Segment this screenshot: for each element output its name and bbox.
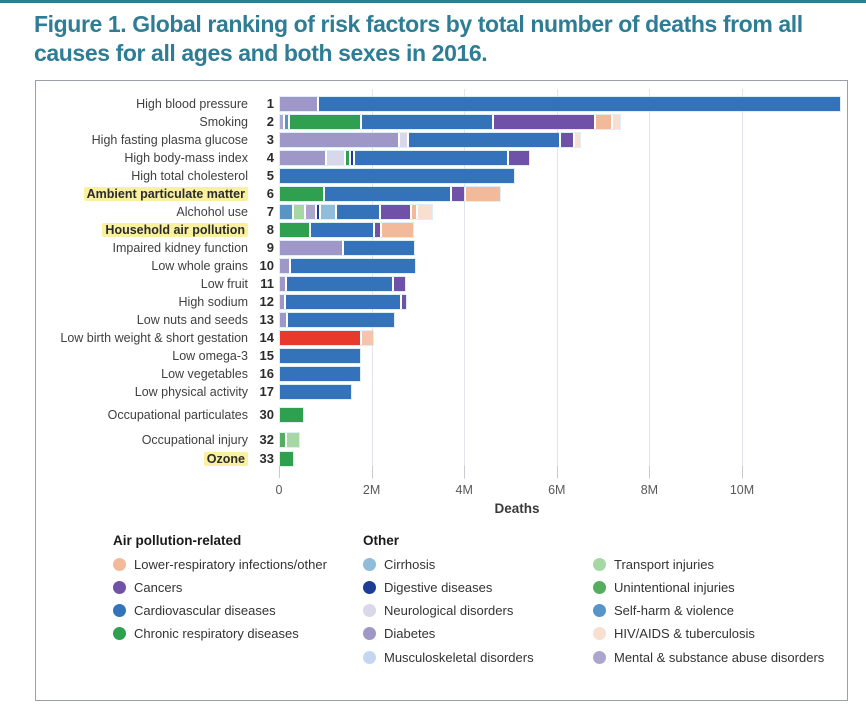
bar-segment-cresp <box>280 452 293 466</box>
risk-bar <box>280 367 360 381</box>
risk-row <box>36 432 845 449</box>
risk-rank: 33 <box>259 451 274 466</box>
bar-segment-cresp <box>280 187 323 201</box>
bar-segment-transport <box>287 433 299 447</box>
risk-label-text: High blood pressure <box>136 97 248 111</box>
bar-segment-hivtb <box>575 133 580 147</box>
risk-label-text: Low birth weight & short gestation <box>60 331 248 345</box>
risk-bar <box>280 97 840 111</box>
risk-label <box>40 240 248 256</box>
bar-segment-diabetes <box>280 277 285 291</box>
risk-rank: 16 <box>259 366 274 381</box>
x-tick <box>279 466 280 478</box>
risk-row <box>36 366 845 383</box>
legend-item-hivtb <box>593 625 755 643</box>
risk-rank: 10 <box>259 258 274 273</box>
risk-label-highlighted: Household air pollution <box>102 223 248 237</box>
risk-bar <box>280 259 415 273</box>
bar-segment-cancers <box>509 151 529 165</box>
risk-row <box>36 276 845 293</box>
risk-label-text: Low whole grains <box>151 259 248 273</box>
risk-label <box>40 312 248 328</box>
risk-row <box>36 384 845 401</box>
legend-label: Unintentional injuries <box>614 579 735 595</box>
risk-rank: 15 <box>259 348 274 363</box>
risk-label-text: Occupational injury <box>141 433 248 447</box>
legend-item-cresp <box>113 625 299 643</box>
risk-bar <box>280 452 293 466</box>
bar-segment-cancers <box>381 205 410 219</box>
legend-label: Cardiovascular diseases <box>134 603 276 619</box>
x-tick-label: 2M <box>362 483 381 497</box>
risk-label-text: Smoking <box>199 115 248 129</box>
risk-bar <box>280 151 529 165</box>
legend-item-neuro <box>363 602 513 620</box>
bar-segment-cresp <box>280 408 303 422</box>
risk-label-text: High sodium <box>178 295 248 309</box>
musculo-legend-dot-icon <box>363 651 376 664</box>
bar-segment-cvd <box>344 241 414 255</box>
legend-label: Digestive diseases <box>384 579 493 595</box>
mental-legend-dot-icon <box>593 651 606 664</box>
legend-label: Neurological disorders <box>384 603 514 619</box>
legend-label: Cirrhosis <box>384 556 436 572</box>
risk-label-text: Low physical activity <box>134 385 248 399</box>
legend-item-transport <box>593 555 714 573</box>
risk-label <box>40 222 248 238</box>
risk-label <box>40 258 248 274</box>
risk-bar <box>280 187 500 201</box>
bar-segment-digestive <box>317 205 319 219</box>
risk-label-text: Low nuts and seeds <box>136 313 248 327</box>
risk-bar <box>280 313 394 327</box>
risk-rank: 9 <box>266 240 274 255</box>
bar-segment-diabetes <box>280 133 398 147</box>
legend-item-digestive <box>363 578 492 596</box>
legend-item-lri <box>113 555 327 573</box>
legend-label: HIV/AIDS & tuberculosis <box>614 626 755 642</box>
x-tick-label: 6M <box>548 483 566 497</box>
risk-label-text: Alchohol use <box>176 205 248 219</box>
bar-segment-cancers <box>394 277 405 291</box>
top-divider <box>0 0 866 3</box>
x-tick <box>372 466 373 478</box>
cancers-legend-dot-icon <box>113 581 126 594</box>
risk-rank: 14 <box>259 330 274 345</box>
risk-rank: 11 <box>260 276 274 291</box>
bar-segment-cancers <box>561 133 573 147</box>
risk-label-text: Low fruit <box>200 277 248 291</box>
bar-segment-cvd <box>286 295 400 309</box>
legend-header-air-pollution: Air pollution-related <box>113 533 242 548</box>
cresp-legend-dot-icon <box>113 627 126 640</box>
risk-bar <box>280 169 514 183</box>
bar-segment-cresp <box>280 223 309 237</box>
risk-label <box>40 186 248 202</box>
x-tick-label: 0 <box>275 483 283 497</box>
transport-legend-dot-icon <box>593 558 606 571</box>
risk-row <box>36 312 845 329</box>
risk-rank: 30 <box>259 407 274 422</box>
bar-segment-transport <box>294 205 304 219</box>
risk-bar <box>280 408 303 422</box>
legend-label: Chronic respiratory diseases <box>134 626 299 642</box>
legend-label: Diabetes <box>384 626 436 642</box>
x-tick <box>557 466 558 478</box>
risk-label-highlighted: Ambient particulate matter <box>84 187 248 201</box>
risk-row <box>36 204 845 221</box>
legend-item-musculo <box>363 648 534 666</box>
bar-segment-mental <box>306 205 315 219</box>
bar-segment-unintent <box>280 433 285 447</box>
bar-segment-cresp <box>290 115 360 129</box>
bar-segment-lri <box>412 205 416 219</box>
risk-label <box>40 150 248 166</box>
risk-rank: 1 <box>266 96 274 111</box>
bar-segment-diabetes <box>280 151 325 165</box>
bar-segment-cancers <box>452 187 464 201</box>
bar-segment-cirrhosis <box>321 205 335 219</box>
bar-segment-cvd <box>337 205 379 219</box>
bar-segment-diabetes <box>280 97 317 111</box>
bar-segment-lri <box>382 223 413 237</box>
unintent-legend-dot-icon <box>593 581 606 594</box>
risk-rank: 8 <box>266 222 274 237</box>
risk-row <box>36 114 845 131</box>
selfharm-legend-dot-icon <box>593 604 606 617</box>
risk-bar <box>280 385 351 399</box>
risk-row <box>36 96 845 113</box>
risk-bar <box>280 133 580 147</box>
bar-segment-cvd <box>280 349 360 363</box>
bar-segment-neuro <box>400 133 407 147</box>
bar-segment-cancers <box>402 295 406 309</box>
risk-rank: 3 <box>266 132 274 147</box>
risk-label <box>40 114 248 130</box>
legend-label: Self-harm & violence <box>614 603 734 619</box>
risk-bar <box>280 277 405 291</box>
bar-segment-cvd <box>288 313 394 327</box>
bar-segment-neuro <box>327 151 344 165</box>
bar-segment-lri <box>596 115 611 129</box>
bar-segment-cvd <box>409 133 559 147</box>
risk-rank: 13 <box>259 312 274 327</box>
risk-bar <box>280 295 406 309</box>
risk-bar <box>280 205 432 219</box>
figure-title: Figure 1. Global ranking of risk factors by total number of deaths from all causes for all ages and both sexes in 2016. <box>34 11 803 66</box>
risk-rank: 12 <box>259 294 274 309</box>
legend-label: Lower-respiratory infections/other <box>134 556 327 572</box>
lri-legend-dot-icon <box>113 558 126 571</box>
bar-segment-cancers <box>494 115 594 129</box>
legend-item-cirrhosis <box>363 555 435 573</box>
risk-row <box>36 330 845 347</box>
risk-bar <box>280 223 413 237</box>
legend-label: Transport injuries <box>614 556 714 572</box>
bar-segment-selfharm <box>285 115 288 129</box>
risk-label <box>40 432 248 448</box>
risk-rank: 4 <box>266 150 274 165</box>
risk-label-text: Occupational particulates <box>107 408 248 422</box>
bar-segment-mental <box>280 115 283 129</box>
risk-label <box>40 384 248 400</box>
bar-segment-cvd <box>280 169 514 183</box>
legend-item-cancers <box>113 578 182 596</box>
risk-label-text: Impaired kidney function <box>112 241 248 255</box>
bar-segment-hivtb <box>613 115 620 129</box>
bar-segment-cvd <box>325 187 450 201</box>
legend-label: Cancers <box>134 579 183 595</box>
bar-segment-digestive <box>351 151 353 165</box>
legend-header-other: Other <box>363 533 400 548</box>
risk-label-highlighted: Ozone <box>204 452 248 466</box>
legend-label: Musculoskeletal disorders <box>384 649 534 665</box>
risk-label-text: High body-mass index <box>124 151 248 165</box>
risk-bar <box>280 115 620 129</box>
risk-row <box>36 168 845 185</box>
risk-bar <box>280 433 299 447</box>
risk-label <box>40 294 248 310</box>
risk-row <box>36 348 845 365</box>
bar-segment-diabetes <box>280 259 289 273</box>
cirrhosis-legend-dot-icon <box>363 558 376 571</box>
x-tick-label: 10M <box>729 483 755 497</box>
bar-segment-cancers <box>375 223 380 237</box>
risk-bar <box>280 241 414 255</box>
diabetes-legend-dot-icon <box>363 627 376 640</box>
bar-segment-diabetes <box>280 241 342 255</box>
bar-segment-cvd <box>311 223 373 237</box>
x-tick <box>464 466 465 478</box>
bar-segment-neonatal <box>280 331 360 345</box>
bar-segment-cvd <box>280 385 351 399</box>
legend-item-diabetes <box>363 625 435 643</box>
x-tick <box>649 466 650 478</box>
risk-row <box>36 132 845 149</box>
risk-label <box>40 407 248 423</box>
risk-label <box>40 204 248 220</box>
x-tick-label: 4M <box>455 483 473 497</box>
bar-segment-lri_light <box>362 331 373 345</box>
risk-label <box>40 276 248 292</box>
risk-label <box>40 330 248 346</box>
bar-segment-cvd <box>362 115 492 129</box>
legend-item-unintent <box>593 578 735 596</box>
risk-label <box>40 366 248 382</box>
bar-segment-lri <box>466 187 500 201</box>
risk-row <box>36 150 845 167</box>
risk-rank: 2 <box>266 114 274 129</box>
bar-segment-selfharm <box>280 205 292 219</box>
risk-rank: 7 <box>266 204 274 219</box>
x-tick-label: 8M <box>640 483 659 497</box>
x-tick <box>742 466 743 478</box>
hivtb-legend-dot-icon <box>593 627 606 640</box>
bar-segment-hivtb <box>418 205 432 219</box>
risk-rank: 6 <box>266 186 274 201</box>
risk-row <box>36 294 845 311</box>
risk-label-text: High fasting plasma glucose <box>91 133 248 147</box>
risk-row <box>36 222 845 239</box>
risk-row <box>36 451 845 468</box>
bar-segment-cvd <box>291 259 415 273</box>
risk-label-text: Low omega-3 <box>172 349 248 363</box>
bar-segment-cvd <box>319 97 840 111</box>
chart-panel <box>35 80 848 701</box>
digestive-legend-dot-icon <box>363 581 376 594</box>
risk-row <box>36 186 845 203</box>
risk-rank: 5 <box>266 168 274 183</box>
risk-rank: 32 <box>259 432 274 447</box>
legend-item-selfharm <box>593 602 734 620</box>
bar-segment-diabetes <box>280 313 286 327</box>
neuro-legend-dot-icon <box>363 604 376 617</box>
risk-row <box>36 258 845 275</box>
legend-item-mental <box>593 648 824 666</box>
risk-label <box>40 348 248 364</box>
bar-segment-cvd <box>355 151 507 165</box>
bar-segment-cresp <box>346 151 349 165</box>
x-axis-title: Deaths <box>494 501 540 516</box>
legend-item-cvd <box>113 602 276 620</box>
bar-segment-cvd <box>280 367 360 381</box>
risk-label <box>40 132 248 148</box>
risk-label <box>40 168 248 184</box>
risk-bar <box>280 331 373 345</box>
risk-row <box>36 407 845 424</box>
risk-label-text: Low vegetables <box>161 367 248 381</box>
risk-row <box>36 240 845 257</box>
risk-bar <box>280 349 360 363</box>
legend-label: Mental & substance abuse disorders <box>614 649 825 665</box>
bar-segment-cvd <box>287 277 392 291</box>
risk-label <box>40 96 248 112</box>
risk-rank: 17 <box>259 384 274 399</box>
bar-segment-diabetes <box>280 295 284 309</box>
cvd-legend-dot-icon <box>113 604 126 617</box>
risk-label-text: High total cholesterol <box>131 169 248 183</box>
risk-label <box>40 451 248 467</box>
